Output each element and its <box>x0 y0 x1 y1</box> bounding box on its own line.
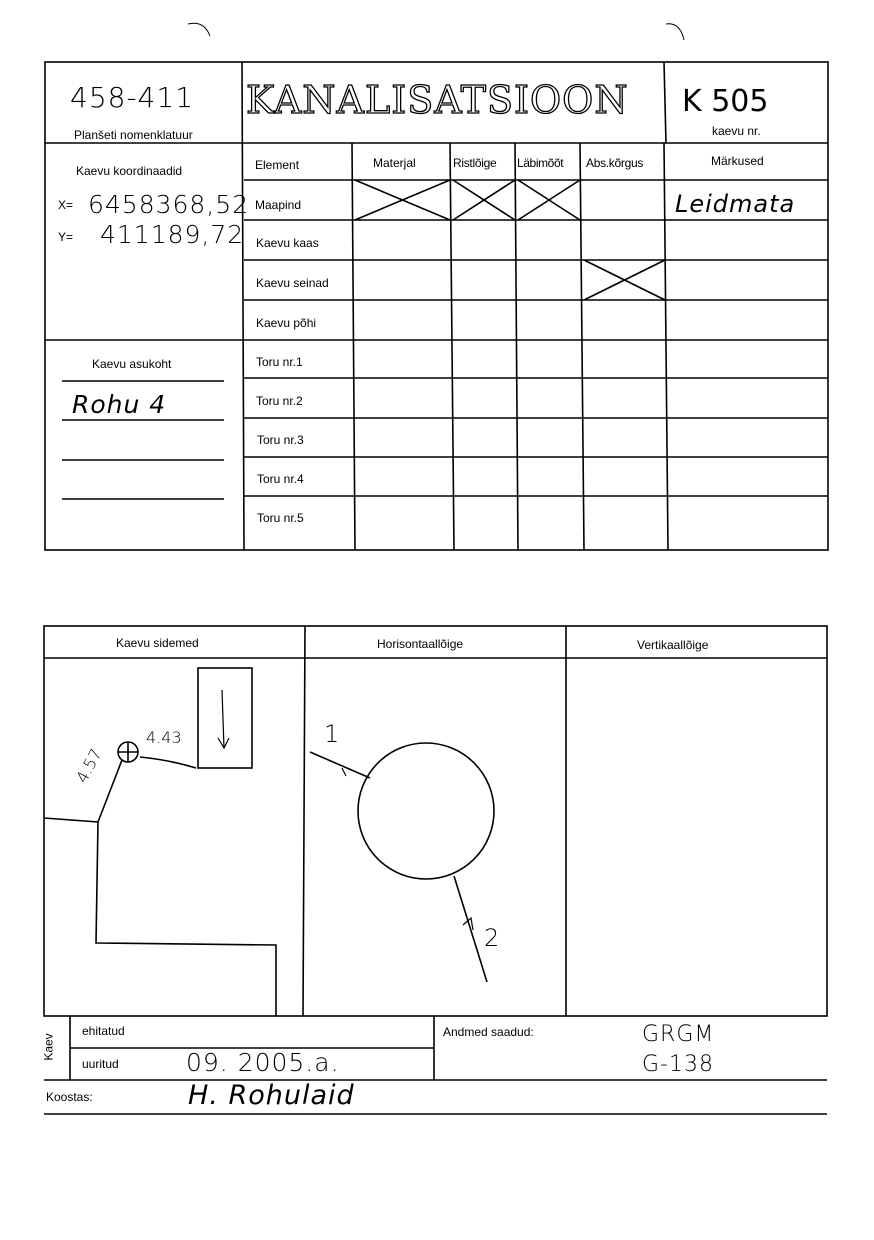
table-row-label: Toru nr.5 <box>257 511 304 525</box>
table-header-diameter: Läbimõõt <box>517 156 564 170</box>
vertical-section-label: Vertikaallõige <box>637 638 709 652</box>
table-row-label: Toru nr.3 <box>257 433 304 447</box>
form-title: KANALISATSIOON <box>246 78 629 122</box>
ties-section-label: Kaevu sidemed <box>116 636 199 650</box>
data-obtained-label: Andmed saadud: <box>443 1025 534 1039</box>
built-label: ehitatud <box>82 1024 125 1038</box>
tie-distance-left: 4.57 <box>72 745 106 786</box>
y-coordinate-value: 411189,72 <box>100 220 245 249</box>
surveyed-label: uuritud <box>82 1057 119 1071</box>
table-header-material: Materjal <box>373 156 416 170</box>
table-header-cross-section: Ristlõige <box>453 156 497 170</box>
table-row-label: Toru nr.2 <box>256 394 303 408</box>
compiled-by-label: Koostas: <box>46 1090 93 1104</box>
tie-distance-top: 4.43 <box>146 728 182 747</box>
table-header-remarks: Märkused <box>711 154 764 168</box>
surveyed-value: 09. 2005.a. <box>186 1048 340 1077</box>
data-source-2: G-138 <box>642 1052 714 1077</box>
location-label: Kaevu asukoht <box>92 357 172 371</box>
compiled-by-value: H. Rohulaid <box>188 1080 355 1111</box>
table-row-label: Toru nr.4 <box>257 472 304 486</box>
data-source-1: GRGM <box>642 1022 715 1047</box>
pipe-out-label: 2 <box>484 924 501 952</box>
horizontal-section-label: Horisontaallõige <box>377 637 464 651</box>
coordinates-label: Kaevu koordinaadid <box>76 164 183 178</box>
pipe-in-label: 1 <box>324 720 341 748</box>
table-row-label: Maapind <box>255 198 302 212</box>
manhole-status-label: Kaev <box>41 1033 56 1061</box>
ground-remark-value: Leidmata <box>675 190 796 218</box>
x-coordinate-prefix: X= <box>58 198 74 212</box>
y-coordinate-prefix: Y= <box>58 230 74 244</box>
table-row-label: Kaevu seinad <box>256 276 329 290</box>
table-row-label: Toru nr.1 <box>256 355 303 369</box>
table-header-abs-height: Abs.kõrgus <box>586 156 644 170</box>
manhole-number-value: K 505 <box>682 84 769 119</box>
table-header-element: Element <box>255 158 300 172</box>
table-row-label: Kaevu põhi <box>256 316 317 330</box>
x-coordinate-value: 6458368,52 <box>88 190 250 219</box>
manhole-number-label: kaevu nr. <box>712 124 761 138</box>
sheet-number-value: 458-411 <box>70 81 194 114</box>
location-value: Rohu 4 <box>72 390 167 419</box>
sheet-number-label: Planšeti nomenklatuur <box>74 128 193 142</box>
table-row-label: Kaevu kaas <box>256 236 319 250</box>
